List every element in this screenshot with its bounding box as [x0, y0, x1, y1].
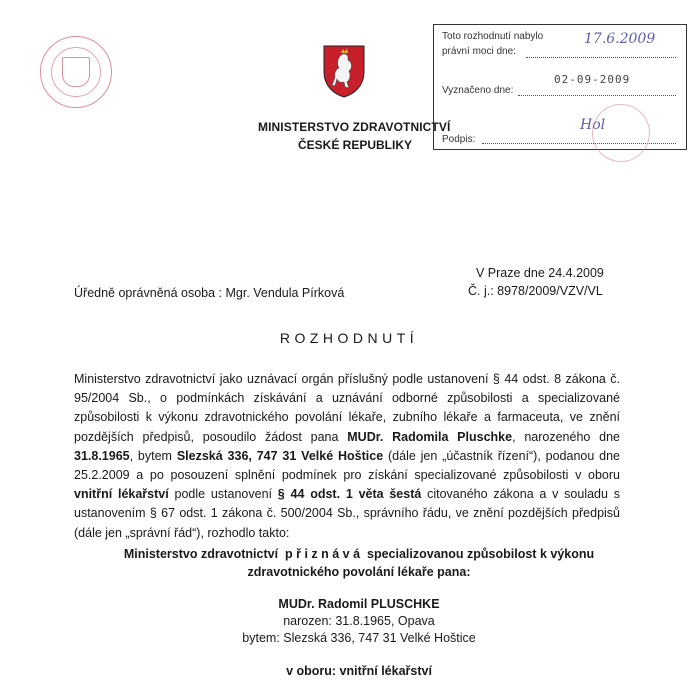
specialization-field: vnitřní lékařství — [74, 487, 169, 502]
location-date: V Praze dne 24.4.2009 — [476, 266, 604, 280]
czech-coat-of-arms-icon — [322, 44, 366, 98]
stamp-label-nabylo: Toto rozhodnutí nabylo — [442, 31, 544, 42]
applicant-address: Slezská 336, 747 31 Velké Hoštice — [176, 448, 384, 463]
ministry-name-line1: MINISTERSTVO ZDRAVOTNICTVÍ — [258, 120, 451, 134]
decision-paragraph — [74, 370, 620, 543]
para-text-1: Ministerstvo zdravotnictví jako uznávací orgán příslušný podle ustanovení § 44 odst. 8 zákona č. 95/2004 Sb., o podmínkách získávání a uznávání odborné způsobilosti a specializované způsobilosti k výkonu zdravotnického povolání lékaře, zubního lékaře a farmaceuta, ve znění pozdějších předpisů, posoudilo žádost pana — [74, 372, 620, 444]
law-reference: § 44 odst. 1 věta šestá — [277, 487, 422, 502]
para-text-3: , bytem — [129, 448, 177, 463]
stamp-handwritten-date: 17.6.2009 — [584, 31, 656, 47]
document-title: ROZHODNUTÍ — [279, 330, 419, 346]
seal-shield-icon — [62, 57, 90, 87]
round-seal-left — [40, 36, 112, 108]
para-text-5: podle ustanovení — [168, 487, 278, 502]
recipient-name: MUDr. Radomil PLUSCHKE — [278, 597, 440, 611]
applicant-name: MUDr. Radomila Pluschke — [347, 429, 513, 444]
recipient-address: bytem: Slezská 336, 747 31 Velké Hoštice — [242, 631, 476, 645]
decision-statement — [74, 545, 644, 581]
stamp-round-seal — [592, 104, 650, 162]
reference-number: Č. j.: 8978/2009/VZV/VL — [468, 284, 603, 298]
stamp-label-podpis: Podpis: — [442, 134, 476, 145]
decision-verb: p ř i z n á v á — [285, 547, 361, 561]
decision-subject: Ministerstvo zdravotnictví — [123, 547, 279, 561]
stamp-vyznaceno-date: 02-09-2009 — [554, 73, 631, 86]
decision-line-2: zdravotnického povolání lékaře pana: — [247, 565, 471, 579]
para-text-6: citovaného zákona a v souladu s ustanovením § 67 odst. 1 zákona č. 500/2004 Sb., správního řádu, ve znění pozdějších předpisů (dále jen „správní řád“), rozhodlo takto: — [74, 487, 620, 540]
para-text-4: (dále jen „účastník řízení“), podanou dne 25.2.2009 a po posouzení splnění podmínek pro získání specializované způsobilosti v oboru — [74, 448, 621, 483]
ministry-name-line2: ČESKÉ REPUBLIKY — [298, 138, 413, 152]
para-text-2: , narozeného dne — [512, 429, 620, 444]
official-person: Úředně oprávněná osoba : Mgr. Vendula Pírková — [74, 286, 345, 300]
decision-object: specializovanou způsobilost k výkonu — [367, 547, 595, 561]
stamp-dotline-1 — [526, 57, 676, 58]
recipient-field: v oboru: vnitřní lékařství — [286, 664, 432, 678]
stamp-dotline-2 — [518, 95, 676, 96]
applicant-birthdate: 31.8.1965 — [74, 448, 130, 463]
recipient-born: narozen: 31.8.1965, Opava — [283, 614, 435, 628]
stamp-label-vyznaceno: Vyznačeno dne: — [442, 85, 514, 96]
decision-line-1 — [74, 545, 644, 563]
stamp-label-pravni-moc: právní moci dne: — [442, 46, 516, 57]
stamp-handwritten-signature: Hol — [580, 117, 606, 133]
